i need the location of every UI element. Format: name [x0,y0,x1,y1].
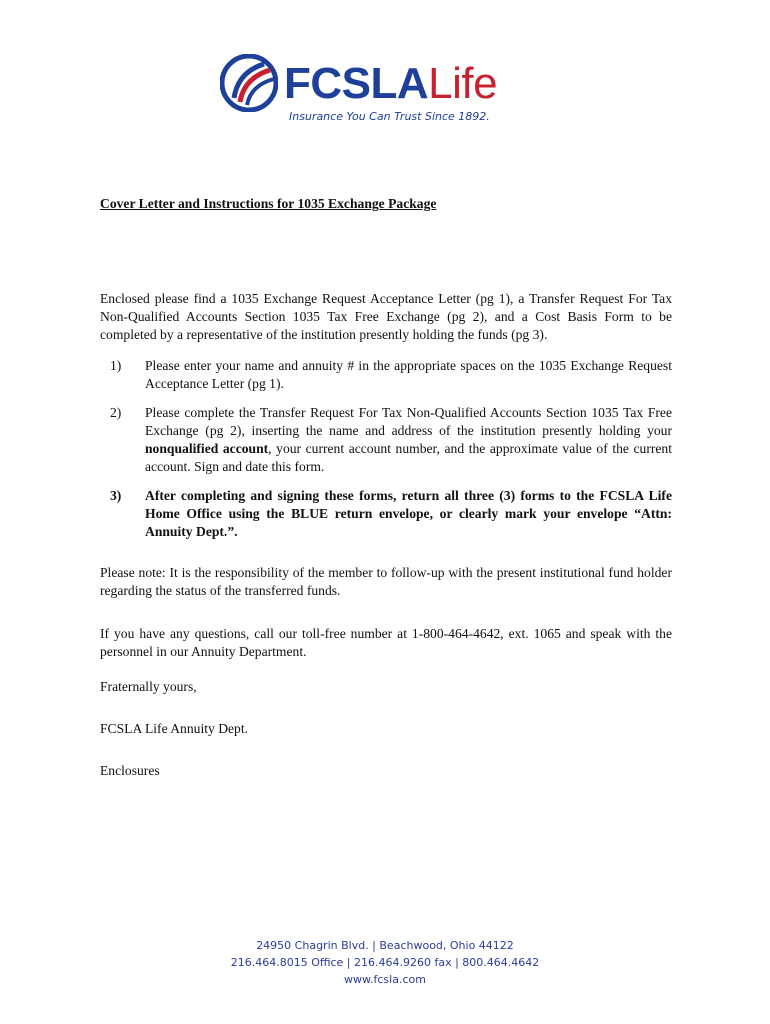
note-paragraph: Please note: It is the responsibility of the member to follow-up with the present institutional fund holder regarding the status of the transferred funds. [100,565,672,598]
footer-phones: 216.464.8015 Office | 216.464.9260 fax | 800.464.4642 [230,956,540,969]
logo-tagline: Insurance You Can Trust Since 1892. [289,110,490,123]
footer-contact [0,937,770,988]
closing-text: Fraternally yours, [100,679,197,694]
enclosures-text: Enclosures [100,763,160,778]
signature-text: FCSLA Life Annuity Dept. [100,721,249,736]
logo-swoosh-icon [220,54,278,112]
footer-address: 24950 Chagrin Blvd. | Beachwood, Ohio 44122 [256,939,514,952]
footer-website-link[interactable]: www.fcsla.com [344,973,426,986]
intro-paragraph: Enclosed please find a 1035 Exchange Request Acceptance Letter (pg 1), a Transfer Request For Tax Non-Qualified Accounts Section 1035 Tax Free Exchange (pg 2), and a Cost Basis Form to be completed by a representative of the institution presently holding the funds (pg 3). [100,291,672,342]
logo-wordmark: FCSLALife [284,59,498,108]
document-title: Cover Letter and Instructions for 1035 Exchange Package [100,196,437,211]
fcsla-life-logo [220,54,540,128]
questions-paragraph: If you have any questions, call our toll-free number at 1-800-464-4642, ext. 1065 and speak with the personnel in our Annuity Department. [100,626,672,659]
